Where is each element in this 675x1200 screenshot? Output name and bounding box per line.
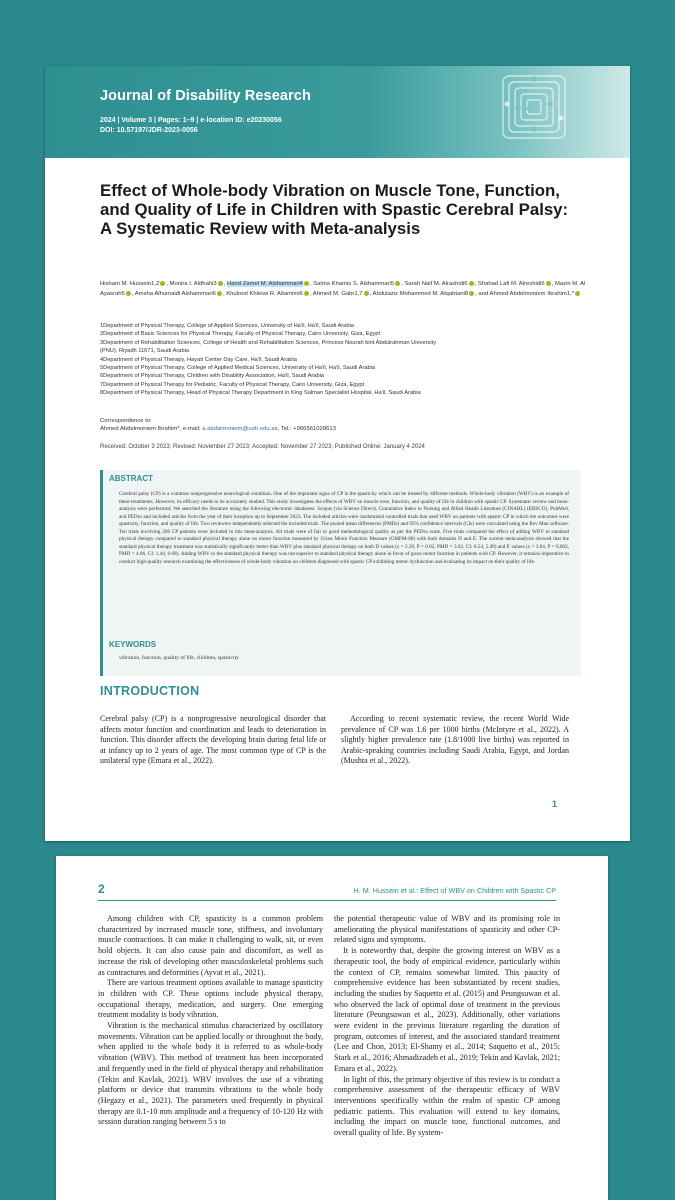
keywords-heading: KEYWORDS [109,640,157,649]
author-name: Abdulaziz Mohammed M. Alqahtani8 [372,291,469,297]
paragraph: It is noteworthy that, despite the growing interest on WBV as a therapeutic tool, the body of empirical evidence, particularly within the context of CP, remains somewhat limited. This paucity of comprehensive evidence has been substantiated by recent studies, including the studies by Saquetto et al. (2015) and Peungsuwan et al. who observed the lack of optimal dose of treatment in the previous literature (Peungsuwan et al., 2023). Additionally, other variations were evident in the previous literature regarding the duration of program, outcomes of interest, and the associated standard treatment (Lee and Chon, 2013; El-Shamy et al., 2014; Saquetto et al., 2015; Stark et al., 2016; Ahmadizadeh et al., 2019; Tekin and Kavlak, 2021; Emara et al., 2022). [334,946,560,1073]
journal-meta-volume: 2024 | Volume 3 | Pages: 1–9 | e-location ID: e20230056 [100,117,282,124]
orcid-icon[interactable] [217,291,222,296]
orcid-icon[interactable] [218,281,223,286]
paper-page-1 [45,66,630,841]
orcid-icon[interactable] [126,291,131,296]
author-name: Hand Zamel M. Alshammari4 [226,281,303,287]
author-name: Sarah Naif M. Alrashidi6 [404,281,468,287]
abstract-text: Cerebral palsy (CP) is a common nonprogressive neurological condition. One of the important signs of CP is the spasticity which can be treated by different methods. Whole-body vibration (WBV) is an example of these treatments. However, its efficacy needs to be accurately studied. This study investigates the effects of WBV on muscle tone, function, and quality of life in children with spastic CP. Systematic review and meta-analysis were performed. We searched the literature using the following electronic databases: Scopus (via Science Direct), Cumulative Index to Nursing and Allied Health Literature (CINAHL) (EBSCO), PubMed, and PEDro and included articles from the year of their inception up to September 2023. The included articles were randomized controlled trials that used WBV on patients with spastic CP in which the outcomes were spasticity, function, and quality of life. Two reviewers independently selected the included trials. The pooled mean differences (PMDs) and 95% confidence intervals (CIs) were calculated using the Rev Man software. Ten trials involving 206 CP patients were included in this meta-analysis. All trials were of fair to good methodological quality as per the PEDro scale. Five trials compared the effect of adding WBV to standard physical therapy compared to standard physical therapy alone on motor function measured by Gross Motor Function Measure (GMFM-88) with both domains D and E. The current meta-analysis showed that the standard physical therapy treatment was statistically significantly better than WBV plus standard physical therapy on both D values (z = 2.39, P = 0.02, PMD = 3.02, CI: 0.54, 5.49) and E values (z = 3.04, P = 0.002, PMD = 4.06, CI: 1.44, 6.68). Adding WBV to the standard physical therapy was not superior to standard physical therapy alone in favor of gross motor function in patients with CP. However, it remains imperative to conduct high-quality research examining the effectiveness of whole-body vibration on children diagnosed with spastic CP exhibiting motor dysfunction and evaluating its impact on their quality of life. [119,491,569,565]
affiliation-list [100,322,590,398]
article-title: Effect of Whole-body Vibration on Muscle Tone, Function, and Quality of Life in Children with Spastic Cerebral Palsy: A Systematic Review with Meta-analysis [100,181,569,238]
author-name: Monira I. Aldhahi3 [169,281,217,287]
affiliation: 6Department of Physical Therapy, Children with Disability Association, Ha'il, Saudi Arabia [100,373,325,380]
author-name: and Ahmed Abdelmoniem Ibrahim1,* [478,291,575,297]
affiliation: 4Department of Physical Therapy, Hayati Center Day Care, Ha'il, Saudi Arabia [100,356,297,363]
affiliation: 8Department of Physical Therapy, Head of Physical Therapy Department in King Salman Specialist Hospital, Ha'il, Saudi Arabia [100,390,421,397]
maze-logo-icon [485,68,581,154]
paragraph: Vibration is the mechanical stimulus characterized by oscillatory movements. Vibration can be applied locally or throughout the body, when applied to the whole body it is referred to as whole-body vibration (WBV). This method of treatment has been incorporated and frequently used in the field of physical therapy and rehabilitation (Tekin and Kavlak, 2021). WBV involves the use of a vibrating platform or device that transmits vibrations to the whole body (Hegazy et al., 2021). The parameters used frequently in physical therapy are 0.1-10 mm amplitude and a frequency of 10-120 Hz with session duration ranging between 5 s to [98,1021,323,1127]
introduction-heading: INTRODUCTION [100,684,200,698]
abstract-heading: ABSTRACT [109,474,153,483]
orcid-icon[interactable] [395,281,400,286]
running-head: H. M. Hussein et al.: Effect of WBV on Children with Spastic CP [353,886,556,895]
journal-meta-doi: DOI: 10.57197/JDR-2023-0056 [100,127,198,134]
orcid-icon[interactable] [546,281,551,286]
author-name: Salma Khamis S. Alshammari5 [313,281,395,287]
orcid-icon[interactable] [575,291,580,296]
paragraph: In light of this, the primary objective of this review is to conduct a comprehensive assessment of the therapeutic efficacy of WBV interventions specifically within the realm of spastic CP among pediatric patients. This evaluation will extend to key domains, including the impact on muscle tone, functional outcomes, and overall quality of life. By system- [334,1074,560,1138]
orcid-icon[interactable] [364,291,369,296]
publication-dates: Received: October 3 2023; Revised: November 27 2023; Accepted: November 27 2023; Published Online: January 4 2024 [100,444,425,450]
author-list: Hisham M. Hussein1,2 , Monira I. Aldhahi3 , Hand Zamel M. Alshammari4 , Salma Khamis S. Alshammari5 , Sarah Naif M. Alrashidi6 , Shahad Lafi M. Alreshidi6 , Mazin M. Al Ayasrah5 , Amsha Alhumaidi Alshammari6 , Khulood Khleiwi R. Altamimi6 , Ahmed M. Gabr1,7 , Abdulaziz Mohammed M. Alqahtani8 , and Ahmed Abdelmoniem Ibrahim1,* [100,281,586,297]
author-name: Hisham M. Hussein1,2 [100,281,160,287]
keywords-text: vibration, function, quality of life, children, spasticity [119,655,239,661]
affiliation: 7Department of Physical Therapy for Pediatric, Faculty of Physical Therapy, Cairo University, Giza, Egypt [100,381,365,388]
orcid-icon[interactable] [469,281,474,286]
correspondence-tel: , Tel.: +966561028613 [277,426,336,433]
affiliation: 2Department of Basic Sciences for Physical Therapy, Faculty of Physical Therapy, Cairo University, Giza, Egypt [100,331,381,338]
affiliation: 3Department of Rehabilitation Sciences, College of Health and Rehabilitation Sciences, Princess Nourah bint Abdulrahman University [100,339,437,346]
author-name: Mazin M. Al Ayasrah5 [100,281,586,297]
author-name: Ahmed M. Gabr1,7 [312,291,363,297]
correspondence [100,417,336,434]
affiliation: 5Department of Physical Therapy, College of Applied Medical Sciences, University of Ha'il, Ha'il, Saudi Arabia [100,365,376,372]
header-rule [98,900,556,901]
author-name: Amsha Alhumaidi Alshammari6 [134,291,216,297]
page2-column-1 [98,914,323,1128]
orcid-icon[interactable] [304,281,309,286]
page2-column-2 [334,914,560,1139]
page-number-1: 1 [552,799,558,809]
orcid-icon[interactable] [160,281,165,286]
introduction-column-2: According to recent systematic review, the recent World Wide prevalence of CP was 1.6 per 1000 births (McIntyre et al., 2022). A slightly higher prevalence rate (1.8/1000 live births) was reported in Arabic-speaking countries including Saudi Arabia, Egypt, and Jordan (Mushta et al., 2022). [341,714,569,766]
paragraph: the potential therapeutic value of WBV and its promising role in ameliorating the physical manifestations of spasticity and other CP-related signs and symptoms. [334,914,560,945]
paper-page-2 [56,856,608,1200]
page-number-2: 2 [98,882,105,896]
orcid-icon[interactable] [469,291,474,296]
orcid-icon[interactable] [304,291,309,296]
paragraph: There are various treatment options available to manage spasticity in children with CP. These options include physical therapy, occupational therapy, medication, and surgery. One emerging treatment modality is body vibration. [98,978,323,1020]
journal-title: Journal of Disability Research [100,88,311,104]
introduction-column-1: Cerebral palsy (CP) is a nonprogressive neurological disorder that affects motor function and coordination and leads to deterioration in function. This disorder affects the developing brain during fetal life or at infancy up to 2 years of age. The most common type of CP is the unilateral type (Emara et al., 2022). [100,714,326,766]
author-name: Khulood Khleiwi R. Altamimi6 [226,291,303,297]
paragraph: Among children with CP, spasticity is a common problem characterized by increased muscle tone, stiffness, and involuntary muscle contractions. It can make it challenging to walk, sit, or even hold objects. It can also cause pain and discomfort, as well as increase the risk of developing other musculoskeletal problems such as contractures and deformities (Ayvat et al., 2021). [98,914,323,977]
correspondence-name: Ahmed Abdelmoniem Ibrahim*, e-mail: [100,426,203,433]
author-name: Shahad Lafi M. Alreshidi6 [477,281,545,287]
affiliation: (PNU), Riyadh 11671, Saudi Arabia [100,348,190,355]
correspondence-email-link[interactable]: a.abdalmoniem@uoh.edu.sa [202,426,278,433]
correspondence-label: Correspondence to: [100,418,152,424]
affiliation: 1Department of Physical Therapy, College of Applied Sciences, University of Ha'il, Ha'il, Saudi Arabia [100,323,354,329]
